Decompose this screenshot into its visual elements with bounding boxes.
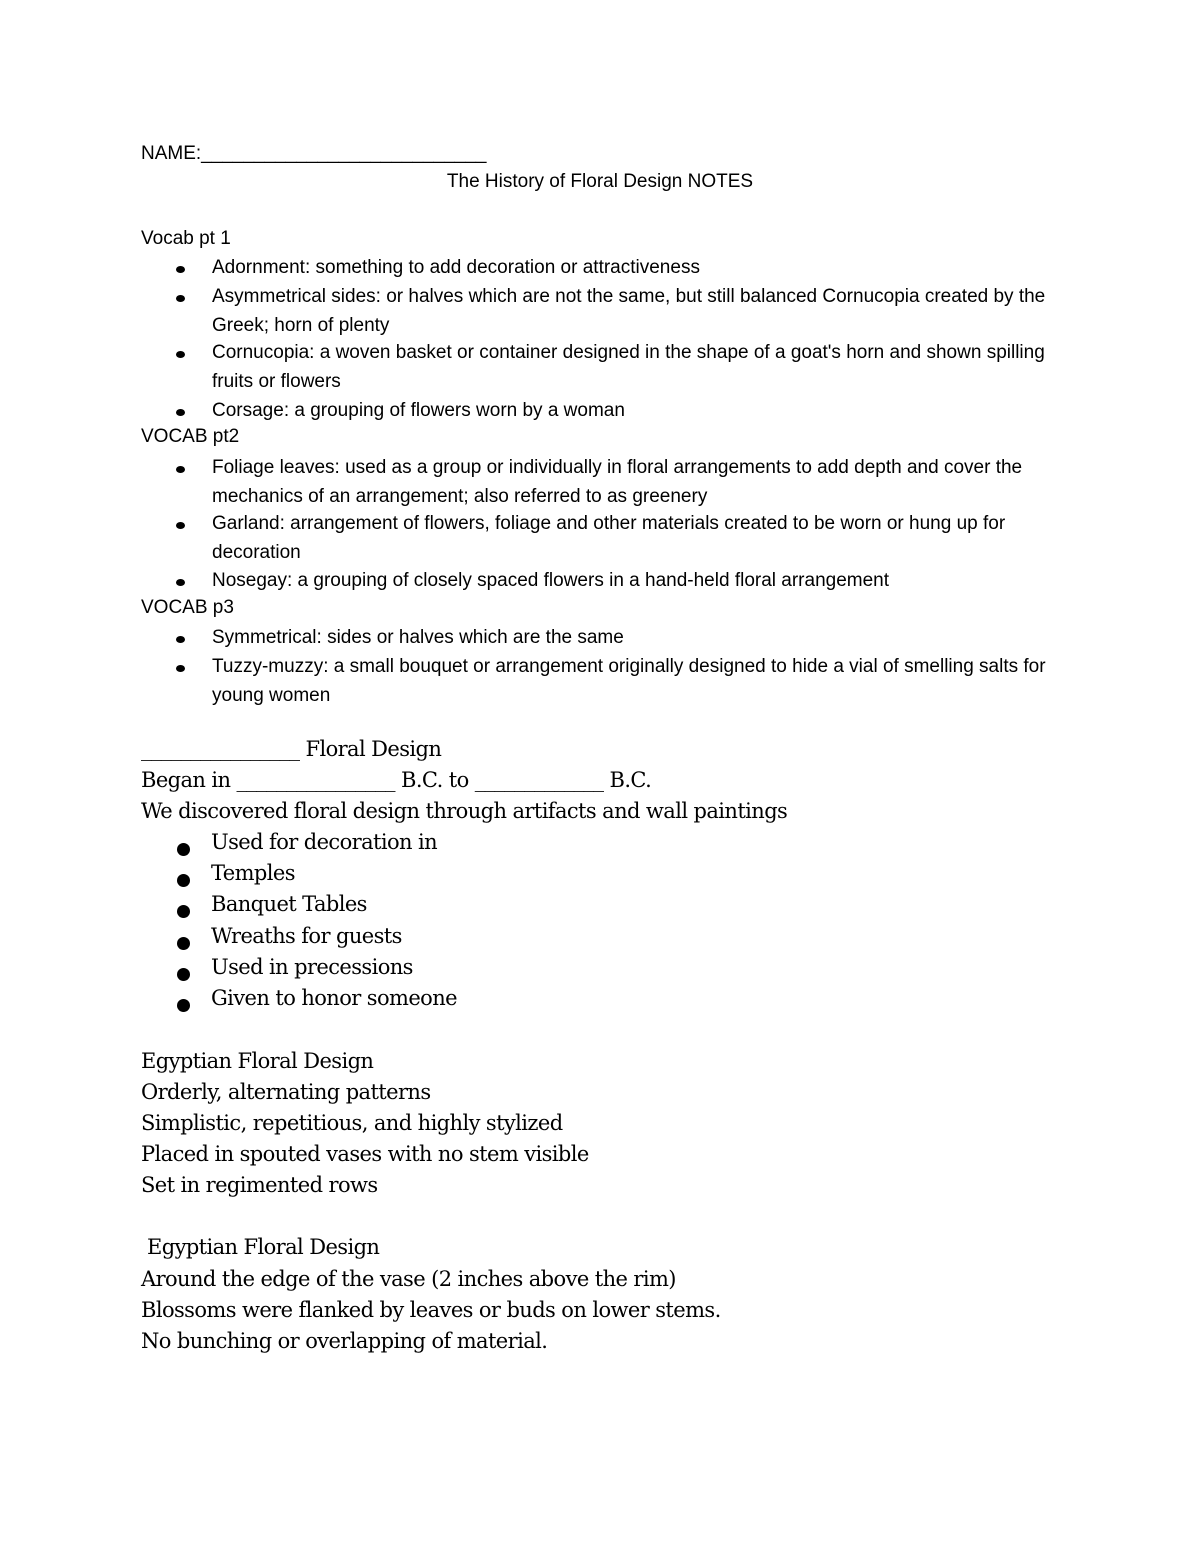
bullet-icon bbox=[177, 874, 190, 887]
vocab1-item: Corsage: a grouping of flowers worn by a woman bbox=[212, 400, 625, 421]
bullet-icon bbox=[176, 636, 185, 643]
bullet-icon bbox=[176, 295, 185, 302]
vocab3-item: Symmetrical: sides or halves which are the same bbox=[212, 627, 624, 648]
bullet-icon bbox=[176, 579, 185, 586]
vocab3-item: Tuzzy-muzzy: a small bouquet or arrangement originally designed to hide a vial of smelling salts for young women bbox=[212, 656, 1046, 706]
section1-item: Wreaths for guests bbox=[211, 924, 402, 948]
section3-line: Around the edge of the vase (2 inches above the rim) bbox=[141, 1267, 676, 1291]
section1-item: Used in precessions bbox=[211, 955, 413, 979]
bullet-icon bbox=[176, 522, 185, 529]
section2-line: Orderly, alternating patterns bbox=[141, 1080, 431, 1104]
bullet-icon bbox=[176, 409, 185, 416]
section3-line: No bunching or overlapping of material. bbox=[141, 1329, 548, 1353]
section2-line: Set in regimented rows bbox=[141, 1173, 378, 1197]
vocab1-item: Adornment: something to add decoration or attractiveness bbox=[212, 257, 700, 278]
bullet-icon bbox=[177, 843, 190, 856]
vocab1-item: Asymmetrical sides: or halves which are not the same, but still balanced Cornucopia created by the Greek; horn of plenty bbox=[212, 286, 1046, 336]
section1-heading: ________________ Floral Design bbox=[141, 737, 442, 761]
began-line: Began in ________________ B.C. to _____________ B.C. bbox=[141, 768, 652, 792]
section1-item: Banquet Tables bbox=[211, 892, 367, 916]
section2-line: Simplistic, repetitious, and highly stylized bbox=[141, 1111, 563, 1135]
section2-heading: Egyptian Floral Design bbox=[141, 1049, 374, 1073]
vocab2-heading: VOCAB pt2 bbox=[141, 426, 240, 447]
vocab3-heading: VOCAB p3 bbox=[141, 597, 234, 618]
vocab2-item: Foliage leaves: used as a group or individually in floral arrangements to add depth and cover the mechanics of an arrangement; also referred to as greenery bbox=[212, 457, 1023, 507]
bullet-icon bbox=[177, 937, 190, 950]
vocab2-item: Garland: arrangement of flowers, foliage and other materials created to be worn or hung up for decoration bbox=[212, 513, 1006, 563]
section2-line: Placed in spouted vases with no stem visible bbox=[141, 1142, 589, 1166]
bullet-icon bbox=[177, 999, 190, 1012]
name-field-label: NAME:___________________________ bbox=[141, 143, 487, 164]
vocab1-heading: Vocab pt 1 bbox=[141, 228, 231, 249]
document-title: The History of Floral Design NOTES bbox=[446, 171, 754, 192]
bullet-icon bbox=[176, 665, 185, 672]
section1-item: Used for decoration in bbox=[211, 830, 438, 854]
vocab2-item: Nosegay: a grouping of closely spaced flowers in a hand-held floral arrangement bbox=[212, 570, 890, 591]
bullet-icon bbox=[177, 905, 190, 918]
section1-item: Temples bbox=[211, 861, 295, 885]
bullet-icon bbox=[176, 466, 185, 473]
bullet-icon bbox=[176, 351, 185, 358]
bullet-icon bbox=[176, 266, 185, 273]
section3-heading: Egyptian Floral Design bbox=[147, 1235, 380, 1259]
discovered-line: We discovered floral design through artifacts and wall paintings bbox=[141, 799, 788, 823]
vocab1-item: Cornucopia: a woven basket or container designed in the shape of a goat's horn and shown spilling fruits or flowers bbox=[212, 342, 1045, 392]
section1-item: Given to honor someone bbox=[211, 986, 457, 1010]
section3-line: Blossoms were flanked by leaves or buds on lower stems. bbox=[141, 1298, 721, 1322]
bullet-icon bbox=[177, 968, 190, 981]
